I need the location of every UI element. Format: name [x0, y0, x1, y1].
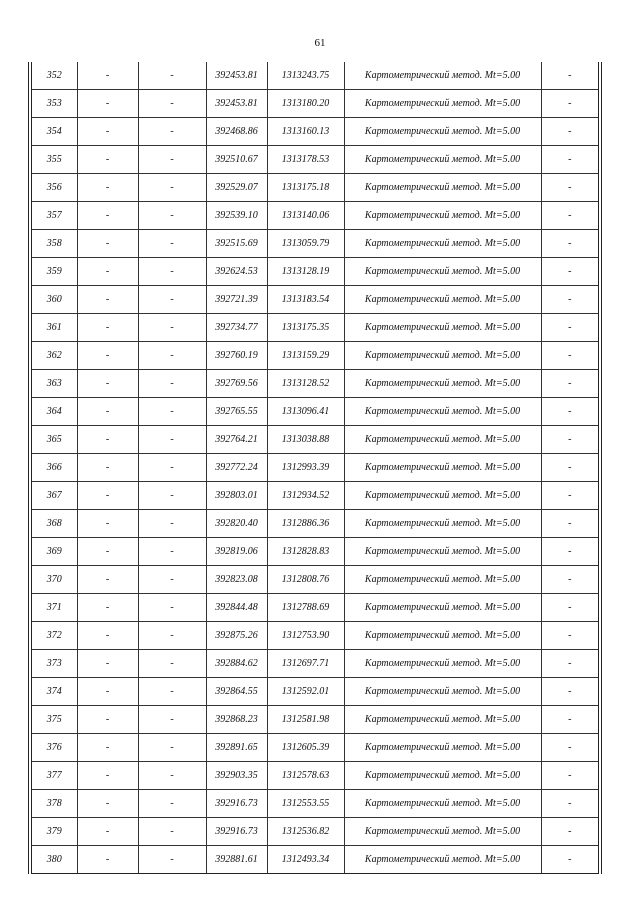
x-coordinate-cell: 392539.10 — [206, 202, 267, 230]
point-number-cell: 371 — [32, 594, 77, 622]
x-coordinate-cell: 392515.69 — [206, 230, 267, 258]
empty-column-cell: - — [77, 174, 138, 202]
empty-column-cell: - — [138, 594, 206, 622]
empty-column-cell: - — [541, 790, 598, 818]
y-coordinate-cell: 1312828.83 — [267, 538, 344, 566]
x-coordinate-cell: 392844.48 — [206, 594, 267, 622]
table-row — [32, 314, 598, 342]
x-coordinate-cell: 392881.61 — [206, 846, 267, 874]
point-number-cell: 375 — [32, 706, 77, 734]
empty-column-cell: - — [138, 454, 206, 482]
y-coordinate-cell: 1313175.18 — [267, 174, 344, 202]
x-coordinate-cell: 392864.55 — [206, 678, 267, 706]
y-coordinate-cell: 1312934.52 — [267, 482, 344, 510]
empty-column-cell: - — [138, 846, 206, 874]
table-row — [32, 706, 598, 734]
point-number-cell: 378 — [32, 790, 77, 818]
table-row — [32, 398, 598, 426]
empty-column-cell: - — [138, 790, 206, 818]
empty-column-cell: - — [541, 594, 598, 622]
y-coordinate-cell: 1313178.53 — [267, 146, 344, 174]
x-coordinate-cell: 392772.24 — [206, 454, 267, 482]
coordinates-table — [32, 62, 598, 873]
empty-column-cell: - — [77, 62, 138, 90]
empty-column-cell: - — [138, 314, 206, 342]
x-coordinate-cell: 392510.67 — [206, 146, 267, 174]
y-coordinate-cell: 1312581.98 — [267, 706, 344, 734]
empty-column-cell: - — [77, 202, 138, 230]
x-coordinate-cell: 392875.26 — [206, 622, 267, 650]
table-row — [32, 594, 598, 622]
point-number-cell: 358 — [32, 230, 77, 258]
y-coordinate-cell: 1312592.01 — [267, 678, 344, 706]
empty-column-cell: - — [541, 538, 598, 566]
point-number-cell: 364 — [32, 398, 77, 426]
table-row — [32, 202, 598, 230]
point-number-cell: 373 — [32, 650, 77, 678]
table-row — [32, 650, 598, 678]
point-number-cell: 376 — [32, 734, 77, 762]
x-coordinate-cell: 392769.56 — [206, 370, 267, 398]
empty-column-cell: - — [77, 258, 138, 286]
empty-column-cell: - — [77, 286, 138, 314]
method-cell: Картометрический метод. Mt=5.00 — [344, 230, 541, 258]
empty-column-cell: - — [77, 650, 138, 678]
method-cell: Картометрический метод. Mt=5.00 — [344, 678, 541, 706]
empty-column-cell: - — [541, 566, 598, 594]
table-row — [32, 230, 598, 258]
page-number: 61 — [314, 37, 326, 49]
x-coordinate-cell: 392721.39 — [206, 286, 267, 314]
table-row — [32, 62, 598, 90]
coordinates-table-wrapper — [31, 62, 599, 874]
point-number-cell: 370 — [32, 566, 77, 594]
method-cell: Картометрический метод. Mt=5.00 — [344, 734, 541, 762]
empty-column-cell: - — [77, 118, 138, 146]
empty-column-cell: - — [541, 174, 598, 202]
y-coordinate-cell: 1313160.13 — [267, 118, 344, 146]
y-coordinate-cell: 1312536.82 — [267, 818, 344, 846]
method-cell: Картометрический метод. Mt=5.00 — [344, 118, 541, 146]
point-number-cell: 363 — [32, 370, 77, 398]
y-coordinate-cell: 1313038.88 — [267, 426, 344, 454]
table-row — [32, 286, 598, 314]
table-row — [32, 454, 598, 482]
method-cell: Картометрический метод. Mt=5.00 — [344, 426, 541, 454]
method-cell: Картометрический метод. Mt=5.00 — [344, 706, 541, 734]
y-coordinate-cell: 1312553.55 — [267, 790, 344, 818]
empty-column-cell: - — [541, 62, 598, 90]
x-coordinate-cell: 392891.65 — [206, 734, 267, 762]
method-cell: Картометрический метод. Mt=5.00 — [344, 510, 541, 538]
point-number-cell: 377 — [32, 762, 77, 790]
method-cell: Картометрический метод. Mt=5.00 — [344, 622, 541, 650]
point-number-cell: 356 — [32, 174, 77, 202]
y-coordinate-cell: 1312886.36 — [267, 510, 344, 538]
method-cell: Картометрический метод. Mt=5.00 — [344, 90, 541, 118]
point-number-cell: 374 — [32, 678, 77, 706]
table-row — [32, 90, 598, 118]
empty-column-cell: - — [541, 118, 598, 146]
empty-column-cell: - — [138, 510, 206, 538]
y-coordinate-cell: 1313059.79 — [267, 230, 344, 258]
empty-column-cell: - — [541, 650, 598, 678]
y-coordinate-cell: 1312808.76 — [267, 566, 344, 594]
table-row — [32, 818, 598, 846]
point-number-cell: 372 — [32, 622, 77, 650]
method-cell: Картометрический метод. Mt=5.00 — [344, 174, 541, 202]
table-row — [32, 846, 598, 874]
y-coordinate-cell: 1313159.29 — [267, 342, 344, 370]
empty-column-cell: - — [541, 426, 598, 454]
table-row — [32, 258, 598, 286]
y-coordinate-cell: 1312493.34 — [267, 846, 344, 874]
empty-column-cell: - — [138, 678, 206, 706]
point-number-cell: 359 — [32, 258, 77, 286]
y-coordinate-cell: 1312578.63 — [267, 762, 344, 790]
y-coordinate-cell: 1312753.90 — [267, 622, 344, 650]
empty-column-cell: - — [138, 90, 206, 118]
point-number-cell: 368 — [32, 510, 77, 538]
empty-column-cell: - — [541, 258, 598, 286]
empty-column-cell: - — [77, 454, 138, 482]
method-cell: Картометрический метод. Mt=5.00 — [344, 314, 541, 342]
method-cell: Картометрический метод. Mt=5.00 — [344, 454, 541, 482]
empty-column-cell: - — [138, 146, 206, 174]
point-number-cell: 354 — [32, 118, 77, 146]
empty-column-cell: - — [77, 622, 138, 650]
empty-column-cell: - — [541, 398, 598, 426]
empty-column-cell: - — [541, 342, 598, 370]
x-coordinate-cell: 392453.81 — [206, 90, 267, 118]
empty-column-cell: - — [541, 622, 598, 650]
empty-column-cell: - — [541, 370, 598, 398]
y-coordinate-cell: 1313180.20 — [267, 90, 344, 118]
table-row — [32, 118, 598, 146]
method-cell: Картометрический метод. Mt=5.00 — [344, 146, 541, 174]
empty-column-cell: - — [541, 482, 598, 510]
x-coordinate-cell: 392764.21 — [206, 426, 267, 454]
method-cell: Картометрический метод. Mt=5.00 — [344, 594, 541, 622]
x-coordinate-cell: 392823.08 — [206, 566, 267, 594]
empty-column-cell: - — [541, 90, 598, 118]
empty-column-cell: - — [541, 846, 598, 874]
empty-column-cell: - — [77, 510, 138, 538]
x-coordinate-cell: 392734.77 — [206, 314, 267, 342]
x-coordinate-cell: 392868.23 — [206, 706, 267, 734]
method-cell: Картометрический метод. Mt=5.00 — [344, 62, 541, 90]
point-number-cell: 361 — [32, 314, 77, 342]
empty-column-cell: - — [77, 342, 138, 370]
y-coordinate-cell: 1313183.54 — [267, 286, 344, 314]
point-number-cell: 380 — [46, 854, 62, 865]
empty-column-cell: - — [77, 846, 138, 874]
method-cell: Картометрический метод. Mt=5.00 — [344, 762, 541, 790]
empty-column-cell: - — [138, 202, 206, 230]
method-cell: Картометрический метод. Mt=5.00 — [344, 538, 541, 566]
point-number-cell: 353 — [32, 90, 77, 118]
empty-column-cell: - — [77, 790, 138, 818]
method-cell: Картометрический метод. Mt=5.00 — [344, 342, 541, 370]
empty-column-cell: - — [77, 426, 138, 454]
table-row — [32, 566, 598, 594]
x-coordinate-cell: 392803.01 — [206, 482, 267, 510]
empty-column-cell: - — [541, 818, 598, 846]
empty-column-cell: - — [541, 678, 598, 706]
method-cell: Картометрический метод. Mt=5.00 — [344, 482, 541, 510]
empty-column-cell: - — [138, 706, 206, 734]
x-coordinate-cell: 392916.73 — [206, 790, 267, 818]
x-coordinate-cell: 392760.19 — [206, 342, 267, 370]
x-coordinate-cell: 392903.35 — [206, 762, 267, 790]
y-coordinate-cell: 1313243.75 — [267, 62, 344, 90]
y-coordinate-cell: 1312993.39 — [267, 454, 344, 482]
y-coordinate-cell: 1313096.41 — [267, 398, 344, 426]
table-row — [32, 622, 598, 650]
empty-column-cell: - — [138, 734, 206, 762]
empty-column-cell: - — [541, 454, 598, 482]
empty-column-cell: - — [138, 370, 206, 398]
table-row — [32, 538, 598, 566]
x-coordinate-cell: 392468.86 — [206, 118, 267, 146]
y-coordinate-cell: 1312788.69 — [267, 594, 344, 622]
empty-column-cell: - — [77, 594, 138, 622]
point-number-cell: 366 — [32, 454, 77, 482]
table-row — [32, 510, 598, 538]
empty-column-cell: - — [541, 510, 598, 538]
empty-column-cell: - — [77, 482, 138, 510]
empty-column-cell: - — [138, 118, 206, 146]
method-cell: Картометрический метод. Mt=5.00 — [344, 650, 541, 678]
x-coordinate-cell: 392884.62 — [206, 650, 267, 678]
empty-column-cell: - — [541, 734, 598, 762]
table-row — [32, 790, 598, 818]
x-coordinate-cell: 392453.81 — [206, 62, 267, 90]
empty-column-cell: - — [77, 314, 138, 342]
point-number-cell: 360 — [32, 286, 77, 314]
table-row — [32, 678, 598, 706]
empty-column-cell: - — [138, 818, 206, 846]
empty-column-cell: - — [77, 90, 138, 118]
empty-column-cell: - — [138, 342, 206, 370]
empty-column-cell: - — [541, 286, 598, 314]
empty-column-cell: - — [138, 286, 206, 314]
point-number-cell: 352 — [32, 62, 77, 90]
y-coordinate-cell: 1313128.52 — [267, 370, 344, 398]
method-cell: Картометрический метод. Mt=5.00 — [344, 846, 541, 874]
empty-column-cell: - — [77, 370, 138, 398]
empty-column-cell: - — [77, 566, 138, 594]
table-row — [32, 146, 598, 174]
y-coordinate-cell: 1312605.39 — [267, 734, 344, 762]
empty-column-cell: - — [77, 734, 138, 762]
table-row — [32, 734, 598, 762]
table-row — [32, 762, 598, 790]
method-cell: Картометрический метод. Mt=5.00 — [344, 202, 541, 230]
table-row — [32, 426, 598, 454]
empty-column-cell: - — [77, 146, 138, 174]
empty-column-cell: - — [138, 230, 206, 258]
x-coordinate-cell: 392819.06 — [206, 538, 267, 566]
empty-column-cell: - — [77, 706, 138, 734]
empty-column-cell: - — [77, 398, 138, 426]
method-cell: Картометрический метод. Mt=5.00 — [344, 398, 541, 426]
empty-column-cell: - — [138, 650, 206, 678]
empty-column-cell: - — [77, 538, 138, 566]
table-row — [32, 370, 598, 398]
empty-column-cell: - — [541, 202, 598, 230]
empty-column-cell: - — [541, 762, 598, 790]
x-coordinate-cell: 392529.07 — [206, 174, 267, 202]
empty-column-cell: - — [77, 678, 138, 706]
empty-column-cell: - — [541, 230, 598, 258]
point-number-cell: 362 — [32, 342, 77, 370]
empty-column-cell: - — [138, 258, 206, 286]
point-number-cell: 367 — [32, 482, 77, 510]
point-number-cell: 369 — [32, 538, 77, 566]
x-coordinate-cell: 392820.40 — [206, 510, 267, 538]
empty-column-cell: - — [541, 706, 598, 734]
empty-column-cell: - — [138, 566, 206, 594]
empty-column-cell: - — [138, 398, 206, 426]
point-number-cell: 355 — [32, 146, 77, 174]
point-number-cell: 365 — [32, 426, 77, 454]
method-cell: Картометрический метод. Mt=5.00 — [344, 790, 541, 818]
point-number-cell: 357 — [32, 202, 77, 230]
empty-column-cell: - — [138, 426, 206, 454]
empty-column-cell: - — [77, 230, 138, 258]
y-coordinate-cell: 1312697.71 — [267, 650, 344, 678]
empty-column-cell: - — [541, 146, 598, 174]
table-row — [32, 174, 598, 202]
method-cell: Картометрический метод. Mt=5.00 — [344, 370, 541, 398]
method-cell: Картометрический метод. Mt=5.00 — [344, 566, 541, 594]
empty-column-cell: - — [138, 538, 206, 566]
y-coordinate-cell: 1313175.35 — [267, 314, 344, 342]
method-cell: Картометрический метод. Mt=5.00 — [344, 258, 541, 286]
empty-column-cell: - — [77, 762, 138, 790]
x-coordinate-cell: 392624.53 — [206, 258, 267, 286]
x-coordinate-cell: 392916.73 — [206, 818, 267, 846]
x-coordinate-cell: 392765.55 — [206, 398, 267, 426]
method-cell: Картометрический метод. Mt=5.00 — [344, 818, 541, 846]
empty-column-cell: - — [138, 174, 206, 202]
empty-column-cell: - — [138, 482, 206, 510]
table-row — [32, 342, 598, 370]
y-coordinate-cell: 1313140.06 — [267, 202, 344, 230]
empty-column-cell: - — [541, 314, 598, 342]
table-row — [32, 482, 598, 510]
empty-column-cell: - — [138, 62, 206, 90]
empty-column-cell: - — [77, 818, 138, 846]
method-cell: Картометрический метод. Mt=5.00 — [344, 286, 541, 314]
y-coordinate-cell: 1313128.19 — [267, 258, 344, 286]
table-body — [32, 62, 598, 873]
point-number-cell: 379 — [32, 818, 77, 846]
empty-column-cell: - — [138, 622, 206, 650]
empty-column-cell: - — [138, 762, 206, 790]
